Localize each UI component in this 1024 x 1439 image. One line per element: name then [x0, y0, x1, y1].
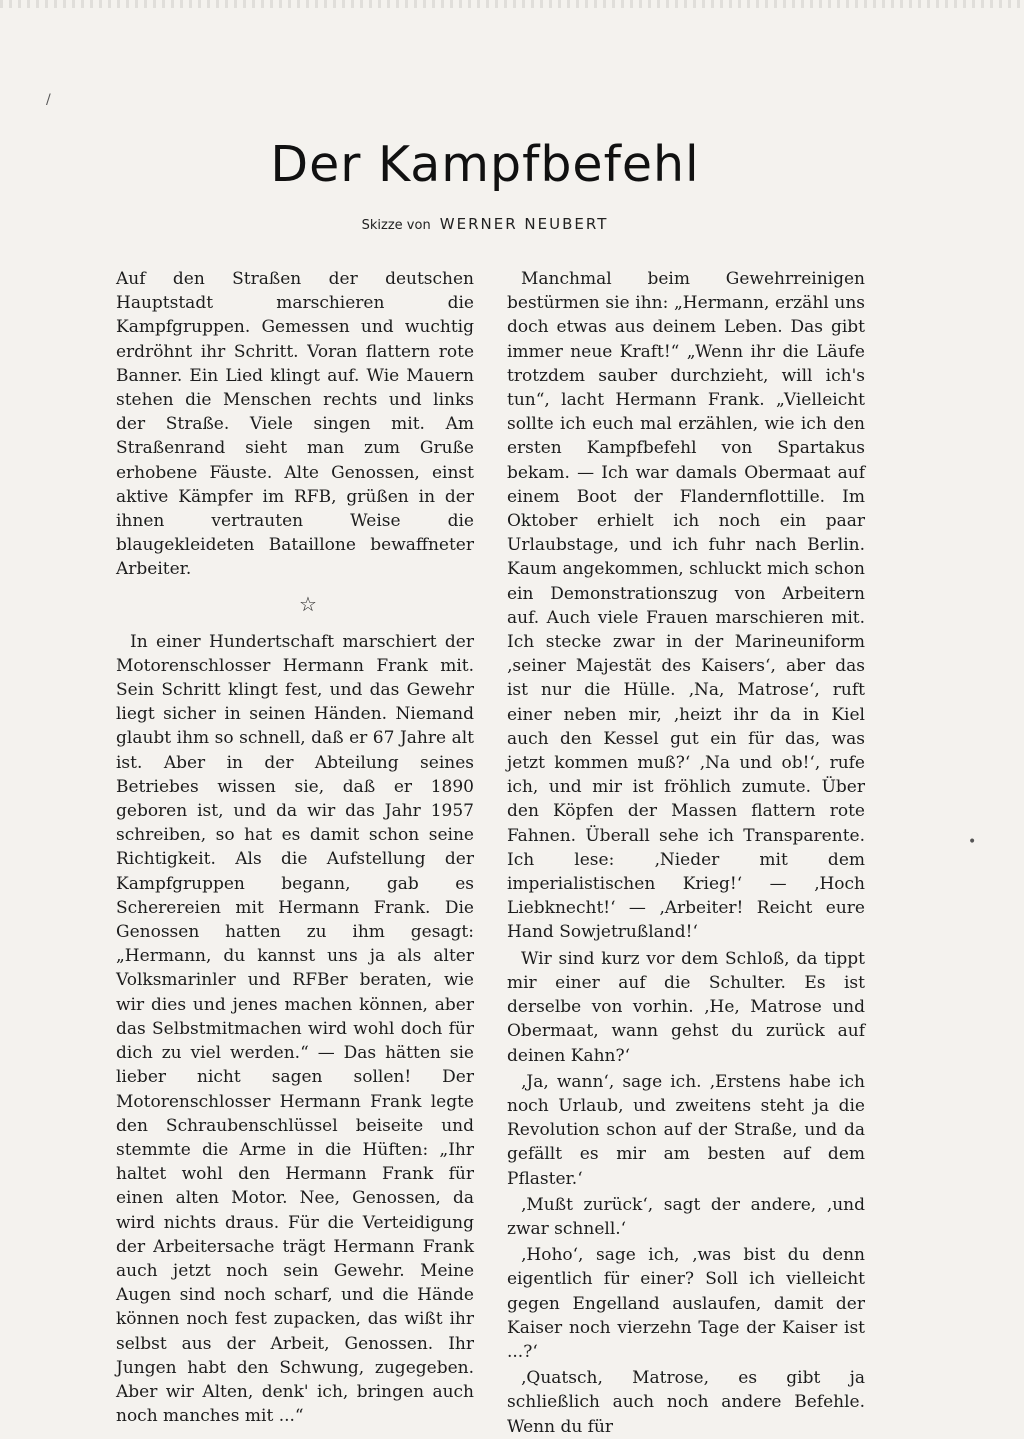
paragraph: Wir sind kurz vor dem Schloß, da tippt mir einer auf die Schulter. Es ist derselbe von vorhin. ‚He, Matrose und Obermaat, wann gehst du zurück auf deinen Kahn?‘: [507, 948, 865, 1066]
article-title: Der Kampfbefehl: [270, 136, 700, 193]
paragraph: Manchmal beim Gewehrreinigen bestürmen sie ihn: „Hermann, erzähl uns doch etwas aus deinem Leben. Das gibt immer neue Kraft!“ „Wenn ihr die Läufe trotzdem sauber durchzieht, will ich's tun“, lacht Hermann Frank. „Vielleicht sollte ich euch mal erzählen, wie ich den ersten Kampfbefehl von Spartakus bekam. — Ich war damals Obermaat auf einem Boot der Flandernflottille. Im Oktober erhielt ich noch ein paar Urlaubstage, und ich fuhr nach Berlin. Kaum angekommen, schluckt mich schon ein Demonstrationszug von Arbeitern auf. Auch viele Frauen marschieren mit. Ich stecke zwar in der Marineuniform ‚seiner Majestät des Kaisers‘, aber das ist nur die Hülle. ‚Na, Matrose‘, ruft einer neben mir, ‚heizt ihr da in Kiel auch den Kessel gut ein für das, was jetzt kommen muß?‘ ‚Na und ob!‘, rufe ich, und mir ist fröhlich zumute. Über den Köpfen der Massen flattern rote Fahnen. Überall sehe ich Transparente. Ich lese: ‚Nieder mit dem imperialistischen Krieg!‘ — ‚Hoch Liebknecht!‘ — ‚Arbeiter! Reicht eure Hand Sowjetrußland!‘: [507, 269, 865, 943]
left-column: [116, 267, 474, 1428]
right-column: [507, 267, 865, 1439]
paragraph: ‚Quatsch, Matrose, es gibt ja schließlich auch noch andere Befehle. Wenn du für: [507, 1368, 865, 1437]
paragraph: ‚Ja, wann‘, sage ich. ‚Erstens habe ich noch Urlaub, und zweitens steht ja die Revolution schon auf der Straße, und da gefällt es mir am besten auf dem Pflaster.‘: [507, 1071, 865, 1189]
byline-prefix: Skizze von: [361, 218, 431, 233]
paragraph: ‚Hoho‘, sage ich, ‚was bist du denn eigentlich für einer? Soll ich vielleicht gegen Engelland auslaufen, damit der Kaiser noch vierzehn Tage der Kaiser ist ...?‘: [507, 1245, 865, 1362]
star-separator-icon: ☆: [299, 591, 317, 616]
stray-mark: /: [46, 92, 51, 108]
byline: [0, 214, 970, 233]
paragraph: Auf den Straßen der deutschen Hauptstadt marschieren die Kampfgruppen. Gemessen und wuchtig erdröhnt ihr Schritt. Voran flattern rote Banner. Ein Lied klingt auf. Wie Mauern stehen die Menschen rechts und links der Straße. Viele singen mit. Am Straßenrand sieht man zum Gruße erhobene Fäuste. Alte Genossen, einst aktive Kämpfer im RFB, grüßen in der ihnen vertrauten Weise die blaugekleideten Bataillone bewaffneter Arbeiter.: [116, 269, 474, 580]
author-name: WERNER NEUBERT: [439, 215, 609, 233]
stray-dot: •: [968, 834, 977, 850]
paragraph: In einer Hundertschaft marschiert der Motorenschlosser Hermann Frank mit. Sein Schritt klingt fest, und das Gewehr liegt sicher in seinen Händen. Niemand glaubt ihm so schnell, daß er 67 Jahre alt ist. Aber in der Abteilung seines Betriebes wissen sie, daß er 1890 geboren ist, und da wir das Jahr 1957 schreiben, so hat es damit schon seine Richtigkeit. Als die Aufstellung der Kampfgruppen begann, gab es Scherereien mit Hermann Frank. Die Genossen hatten zu ihm gesagt: „Hermann, du kannst uns ja als alter Volksmarinler und RFBer beraten, wie wir dies und jenes machen können, aber das Selbstmitmachen wird wohl doch für dich zu viel werden.“ — Das hätten sie lieber nicht sagen sollen! Der Motorenschlosser Hermann Frank legte den Schraubenschlüssel beiseite und stemmte die Arme in die Hüften: „Ihr haltet wohl den Hermann Frank für einen alten Motor. Nee, Genossen, da wird nichts draus. Für die Verteidigung der Arbeitersache trägt Hermann Frank auch jetzt noch sein Gewehr. Meine Augen sind noch scharf, und die Hände können noch fest zupacken, das wißt ihr selbst aus der Arbeit, Genossen. Ihr Jungen habt den Schwung, zugegeben. Aber wir Alten, denk' ich, bringen auch noch manches mit ...“: [116, 631, 474, 1427]
paper-edge: [0, 0, 1024, 8]
paragraph: ‚Mußt zurück‘, sagt der andere, ‚und zwar schnell.‘: [507, 1194, 865, 1239]
